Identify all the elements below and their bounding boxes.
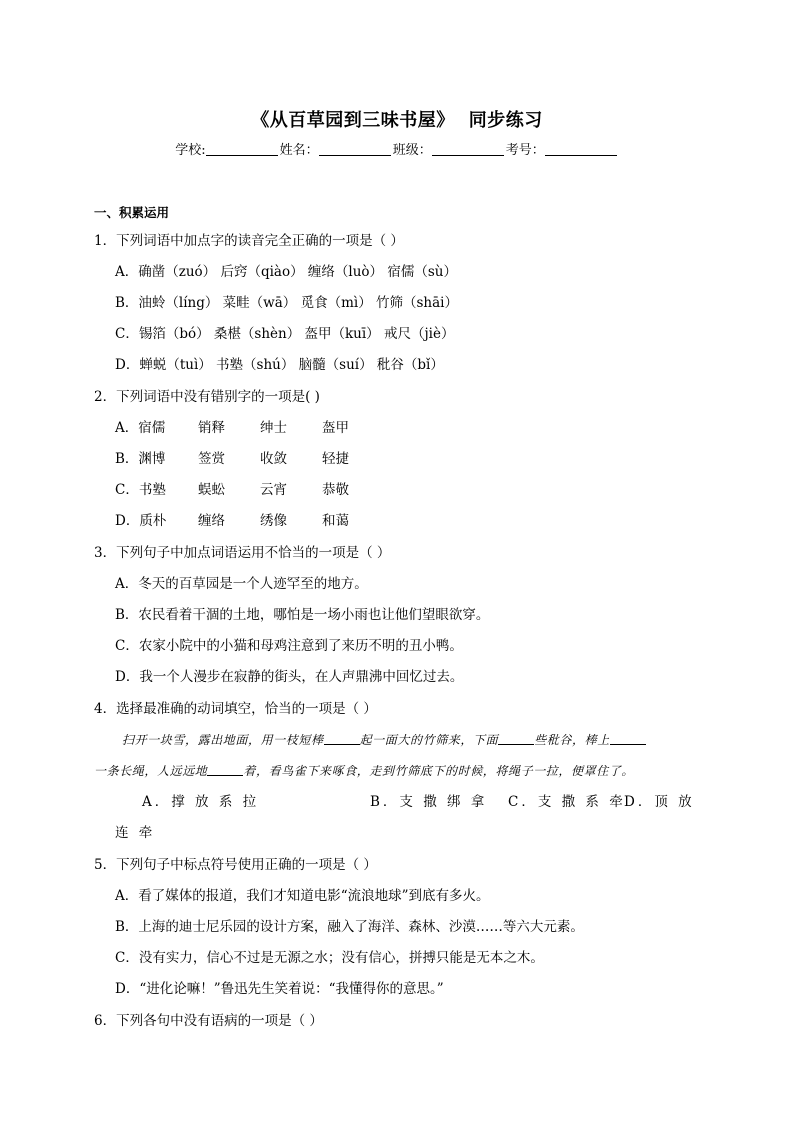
option-word: 销释 bbox=[198, 420, 225, 436]
option-word: B．渊博 bbox=[115, 451, 166, 467]
option-word: C．书塾 bbox=[115, 482, 166, 498]
passage-text: 着，看鸟雀下来啄食，走到竹筛底下的时候，将绳子一拉，便罩住了。 bbox=[243, 764, 635, 778]
class-blank[interactable] bbox=[432, 143, 504, 156]
question-1-option-a: A．确凿（zuó） 后窍（qiào） 缠络（luò） 宿儒（sù） bbox=[115, 264, 457, 280]
question-4-passage-line-1 bbox=[122, 731, 646, 748]
question-5-option-a: A．看了媒体的报道，我们才知道电影“流浪地球”到底有多火。 bbox=[115, 888, 490, 904]
question-4-passage-line-2 bbox=[94, 762, 634, 779]
option-word: 轻捷 bbox=[322, 451, 349, 467]
option-word: 蜈蚣 bbox=[198, 482, 225, 498]
question-5-option-c: C．没有实力，信心不过是无源之水；没有信心，拼搏只能是无本之木。 bbox=[115, 950, 544, 966]
question-4-options bbox=[142, 790, 695, 810]
question-1-stem: 1．下列词语中加点字的读音完全正确的一项是（ ） bbox=[94, 233, 404, 249]
page-title bbox=[0, 106, 794, 132]
question-1-option-d: D．蝉蜕（tuì） 书塾（shú） 脑髓（suí） 秕谷（bǐ） bbox=[115, 357, 444, 373]
fill-blank-4[interactable] bbox=[207, 765, 243, 776]
passage-text: 些秕谷，棒上 bbox=[534, 733, 610, 747]
class-label: 班级： bbox=[392, 143, 432, 158]
title-sub: 同步练习 bbox=[468, 110, 543, 131]
question-2-option-a bbox=[115, 416, 384, 436]
option-word: 恭敬 bbox=[322, 482, 349, 498]
option-word: 绅士 bbox=[260, 420, 287, 436]
question-4-option-d: D．顶 放 bbox=[624, 794, 695, 810]
question-3-option-d: D．我一个人漫步在寂静的街头，在人声鼎沸中回忆过去。 bbox=[115, 669, 464, 685]
name-blank[interactable] bbox=[319, 143, 391, 156]
exam-blank[interactable] bbox=[545, 143, 617, 156]
option-word: 云宵 bbox=[260, 482, 287, 498]
question-5-option-d: D．“进化论嘛！”鲁迅先生笑着说：“我懂得你的意思。” bbox=[115, 981, 444, 997]
question-3-option-c: C．农家小院中的小猫和母鸡注意到了来历不明的丑小鸭。 bbox=[115, 638, 463, 654]
option-word: 缠络 bbox=[198, 513, 225, 529]
student-info-line bbox=[0, 139, 794, 158]
school-label: 学校: bbox=[175, 143, 206, 158]
passage-text: 扫开一块雪，露出地面，用一枝短棒 bbox=[122, 733, 324, 747]
question-2-option-d bbox=[115, 509, 384, 529]
title-main: 《从百草园到三味书屋》 bbox=[251, 110, 455, 131]
option-word: A．宿儒 bbox=[115, 420, 166, 436]
option-word: D．质朴 bbox=[115, 513, 167, 529]
question-1-option-c: C．锡箔（bó） 桑椹（shèn） 盔甲（kuī） 戒尺（jiè） bbox=[115, 326, 455, 342]
option-word: 收敛 bbox=[260, 451, 287, 467]
fill-blank-1[interactable] bbox=[324, 734, 360, 745]
option-word: 和蔼 bbox=[322, 513, 349, 529]
option-word: 签赏 bbox=[198, 451, 225, 467]
question-1-option-b: B．油蛉（líng） 菜畦（wā） 觅食（mì） 竹筛（shāi） bbox=[115, 295, 458, 311]
option-word: 绣像 bbox=[260, 513, 287, 529]
question-5-option-b: B．上海的迪士尼乐园的设计方案，融入了海洋、森林、沙漠……等六大元素。 bbox=[115, 919, 584, 935]
school-blank[interactable] bbox=[206, 143, 278, 156]
question-4-option-b: B．支 撒 绑 拿 bbox=[370, 794, 488, 810]
question-3-option-b: B．农民看着干涸的土地，哪怕是一场小雨也让他们望眼欲穿。 bbox=[115, 607, 490, 623]
question-3-option-a: A．冬天的百草园是一个人迹罕至的地方。 bbox=[115, 576, 368, 592]
fill-blank-3[interactable] bbox=[610, 734, 646, 745]
question-4-option-a: A．撑 放 系 拉 bbox=[142, 794, 260, 810]
passage-text: 一条长绳，人远远地 bbox=[94, 764, 208, 778]
question-5-stem: 5．下列句子中标点符号使用正确的一项是（ ） bbox=[94, 857, 377, 873]
question-2-stem: 2．下列词语中没有错别字的一项是( ) bbox=[94, 389, 320, 405]
fill-blank-2[interactable] bbox=[498, 734, 534, 745]
question-3-stem: 3．下列句子中加点词语运用不恰当的一项是（ ） bbox=[94, 545, 391, 561]
exam-label: 考号： bbox=[505, 143, 545, 158]
question-2-option-b bbox=[115, 447, 384, 467]
question-4-option-c: C．支 撒 系 牵 bbox=[508, 794, 626, 810]
question-2-option-c bbox=[115, 478, 384, 498]
option-word: 盔甲 bbox=[322, 420, 349, 436]
question-4-stem: 4．选择最准确的动词填空，恰当的一项是（ ） bbox=[94, 701, 377, 717]
question-6-stem: 6．下列各句中没有语病的一项是（ ） bbox=[94, 1013, 323, 1029]
passage-text: 起一面大的竹筛来，下面 bbox=[359, 733, 499, 747]
question-4-option-d-cont: 连 牵 bbox=[115, 825, 156, 841]
name-label: 姓名： bbox=[279, 143, 319, 158]
section-heading: 一、积累运用 bbox=[94, 205, 170, 220]
